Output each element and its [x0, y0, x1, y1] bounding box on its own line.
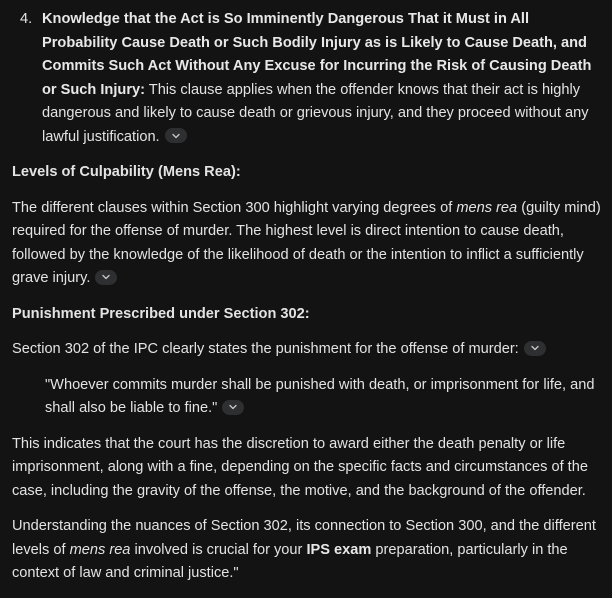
- paragraph-text: Understanding the nuances of Section 302, its connection to Section 300, and the different levels of: [12, 518, 596, 558]
- list-item-4: [20, 8, 604, 149]
- blockquote: [45, 374, 604, 421]
- italic-term: mens rea: [456, 199, 518, 216]
- paragraph-text: (guilty mind) required for the offense of murder. The highest level is direct intention to cause death, followed by the knowledge of the likelihood of death or the intention to inflict a sufficiently grave injury.: [12, 199, 601, 286]
- paragraph-conclusion: [12, 515, 604, 586]
- list-item-title: Knowledge that the Act is So Imminently Dangerous That it Must in All Probability Cause Death or Such Bodily Injury as is Likely to Cause Death, and Commits Such Act Without Any Excuse for Incurring the Risk of Causing Death or Such Injury:: [42, 11, 592, 98]
- chevron-down-icon: [229, 404, 237, 410]
- response-content: [12, 8, 604, 598]
- chevron-down-icon: [102, 274, 110, 280]
- chevron-down-icon: [531, 345, 539, 351]
- expand-chevron-button[interactable]: [165, 128, 187, 143]
- list-number: 4.: [20, 11, 33, 27]
- expand-chevron-button[interactable]: [222, 400, 244, 415]
- list-item-text: This clause applies when the offender knows that their act is highly dangerous and likely to cause death or grievous injury, and they proceed without any lawful justification.: [42, 81, 589, 145]
- paragraph-text: The different clauses within Section 300 highlight varying degrees of: [12, 199, 457, 216]
- paragraph-text: preparation, particularly in the context of law and criminal justice.": [12, 541, 568, 581]
- list-item-body: [42, 8, 604, 149]
- paragraph-text: Section 302 of the IPC clearly states the punishment for the offense of murder:: [12, 341, 519, 357]
- paragraph-discretion: This indicates that the court has the discretion to award either the death penalty or life imprisonment, along with a fine, depending on the specific facts and circumstances of the case, including the gravity of the offense, the motive, and the background of the offender.: [12, 435, 588, 499]
- italic-term: mens rea: [69, 541, 131, 558]
- expand-chevron-button[interactable]: [524, 341, 546, 356]
- section-heading-levels: Levels of Culpability (Mens Rea):: [12, 164, 241, 180]
- paragraph-punishment-intro: [12, 338, 604, 362]
- section-heading-punishment: Punishment Prescribed under Section 302:: [12, 305, 310, 322]
- bold-term: IPS exam: [306, 541, 372, 558]
- expand-chevron-button[interactable]: [95, 270, 117, 285]
- chevron-down-icon: [172, 133, 180, 139]
- quote-text: "Whoever commits murder shall be punished with death, or imprisonment for life, and shall also be liable to fine.": [45, 376, 595, 416]
- paragraph-levels: [12, 197, 604, 291]
- paragraph-text: involved is crucial for your: [130, 541, 307, 558]
